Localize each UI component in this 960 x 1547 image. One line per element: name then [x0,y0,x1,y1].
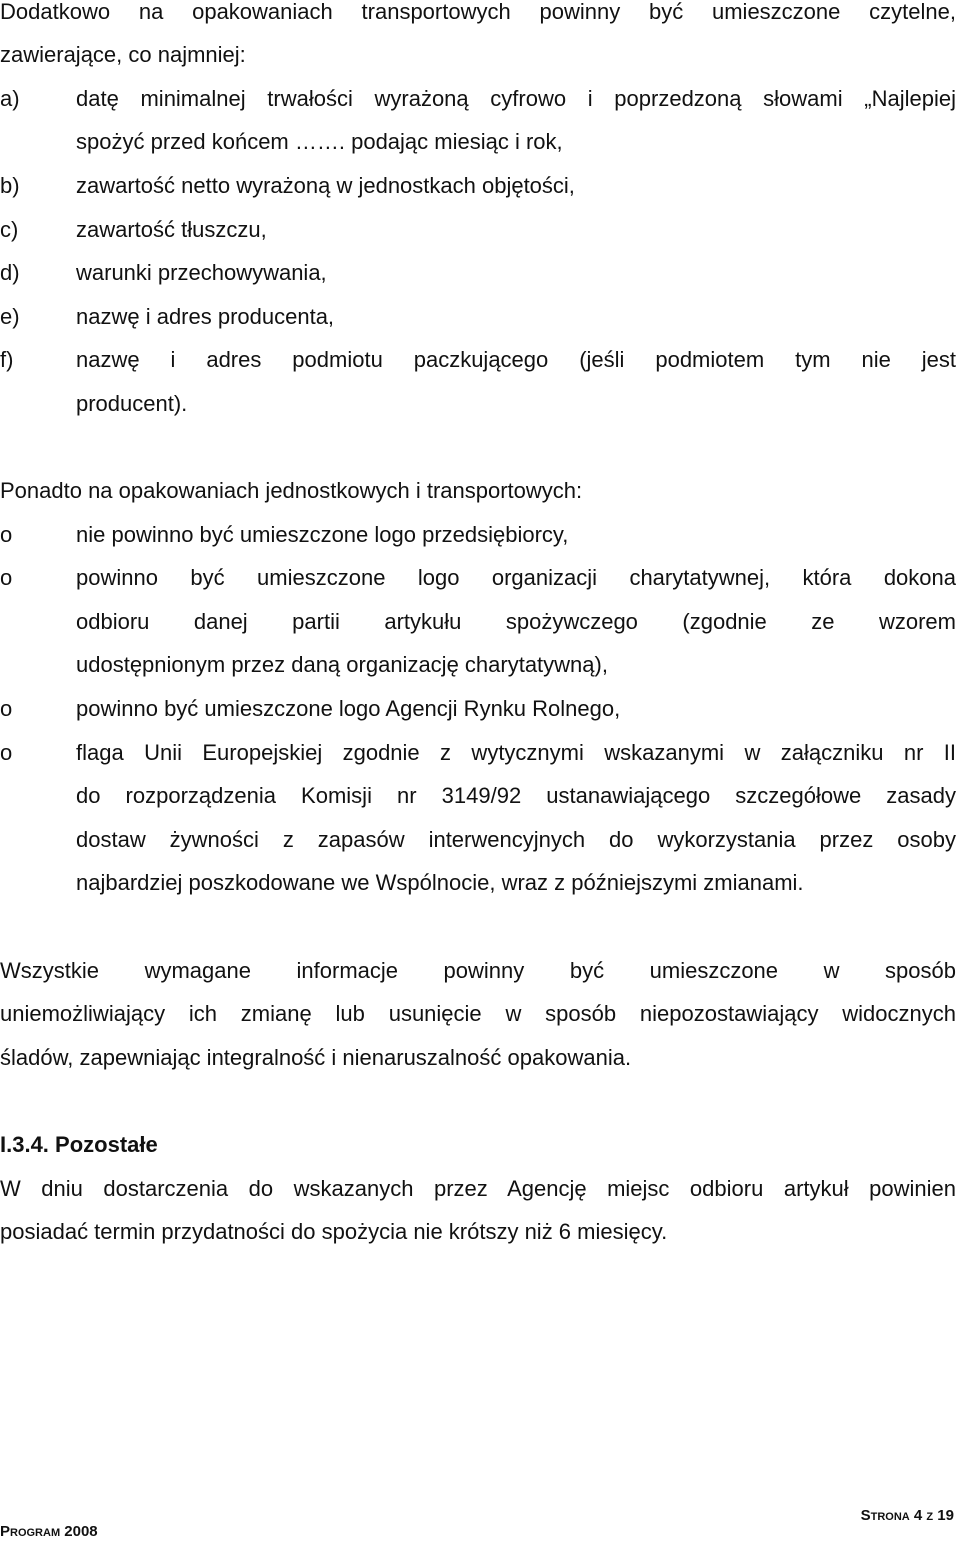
list-item-continuation: spożyć przed końcem ……. podając miesiąc i rok, [76,129,563,154]
bullet-text: powinno być umieszczone logo organizacji charytatywnej, która dokona [76,565,956,590]
list-item-continuation: producent). [76,391,188,416]
bullet-item [0,687,956,731]
bullet-continuation: udostępnionym przez daną organizację charytatywną), [76,652,608,677]
page-number: Strona 4 z 19 [860,1507,954,1524]
paragraph-line: uniemożliwiający ich zmianę lub usunięcie w sposób niepozostawiający widocznych [0,1001,956,1026]
list-item-text: datę minimalnej trwałości wyrażoną cyfrowo i poprzedzoną słowami „Najlepiej [76,86,956,111]
list-item-f [0,338,956,382]
list-marker: a) [0,86,20,111]
bullet-continuation: dostaw żywności z zapasów interwencyjnych do wykorzystania przez osoby [76,827,956,852]
list-item-text: zawartość tłuszczu, [76,217,267,242]
list-item-text: warunki przechowywania, [76,260,327,285]
intro-line-2: zawierające, co najmniej: [0,42,246,67]
bullet-marker: o [0,565,13,590]
footer-program: Program 2008 [0,1523,98,1540]
list-item-a [0,77,956,121]
bullet-item [0,513,956,557]
bullet-text: flaga Unii Europejskiej zgodnie z wytycznymi wskazanymi w załączniku nr II [76,740,956,765]
bullet-continuation: do rozporządzenia Komisji nr 3149/92 ustanawiającego szczegółowe zasady [76,783,956,808]
paragraph-line: Wszystkie wymagane informacje powinny być umieszczone w sposób [0,958,956,983]
list-item-text: zawartość netto wyrażoną w jednostkach objętości, [76,173,575,198]
list-item-d [0,251,956,295]
section-heading: I.3.4. Pozostałe [0,1132,158,1157]
bullet-text: nie powinno być umieszczone logo przedsiębiorcy, [76,522,569,547]
bullet-marker: o [0,696,13,721]
bullet-item [0,556,956,600]
bullet-marker: o [0,740,13,765]
list-item-c [0,208,956,252]
paragraph-line: śladów, zapewniając integralność i nienaruszalność opakowania. [0,1045,632,1070]
paragraph-line: W dniu dostarczenia do wskazanych przez Agencję miejsc odbioru artykuł powinien [0,1176,956,1201]
list-item-text: nazwę i adres producenta, [76,304,335,329]
list-marker: f) [0,347,14,372]
intro-line-1: Dodatkowo na opakowaniach transportowych powinny być umieszczone czytelne, [0,0,956,24]
bullet-marker: o [0,522,13,547]
list-item-e [0,295,956,339]
bullets-intro: Ponadto na opakowaniach jednostkowych i transportowych: [0,478,583,503]
bullet-continuation: odbioru danej partii artykułu spożywczego (zgodnie ze wzorem [76,609,956,634]
list-marker: e) [0,304,20,329]
paragraph-line: posiadać termin przydatności do spożycia nie krótszy niż 6 miesięcy. [0,1219,668,1244]
list-marker: d) [0,260,20,285]
bullet-continuation: najbardziej poszkodowane we Wspólnocie, wraz z późniejszymi zmianami. [76,870,804,895]
list-marker: b) [0,173,20,198]
bullet-text: powinno być umieszczone logo Agencji Rynku Rolnego, [76,696,621,721]
bullet-item [0,731,956,775]
list-marker: c) [0,217,19,242]
list-item-text: nazwę i adres podmiotu paczkującego (jeśli podmiotem tym nie jest [76,347,956,372]
list-item-b [0,164,956,208]
